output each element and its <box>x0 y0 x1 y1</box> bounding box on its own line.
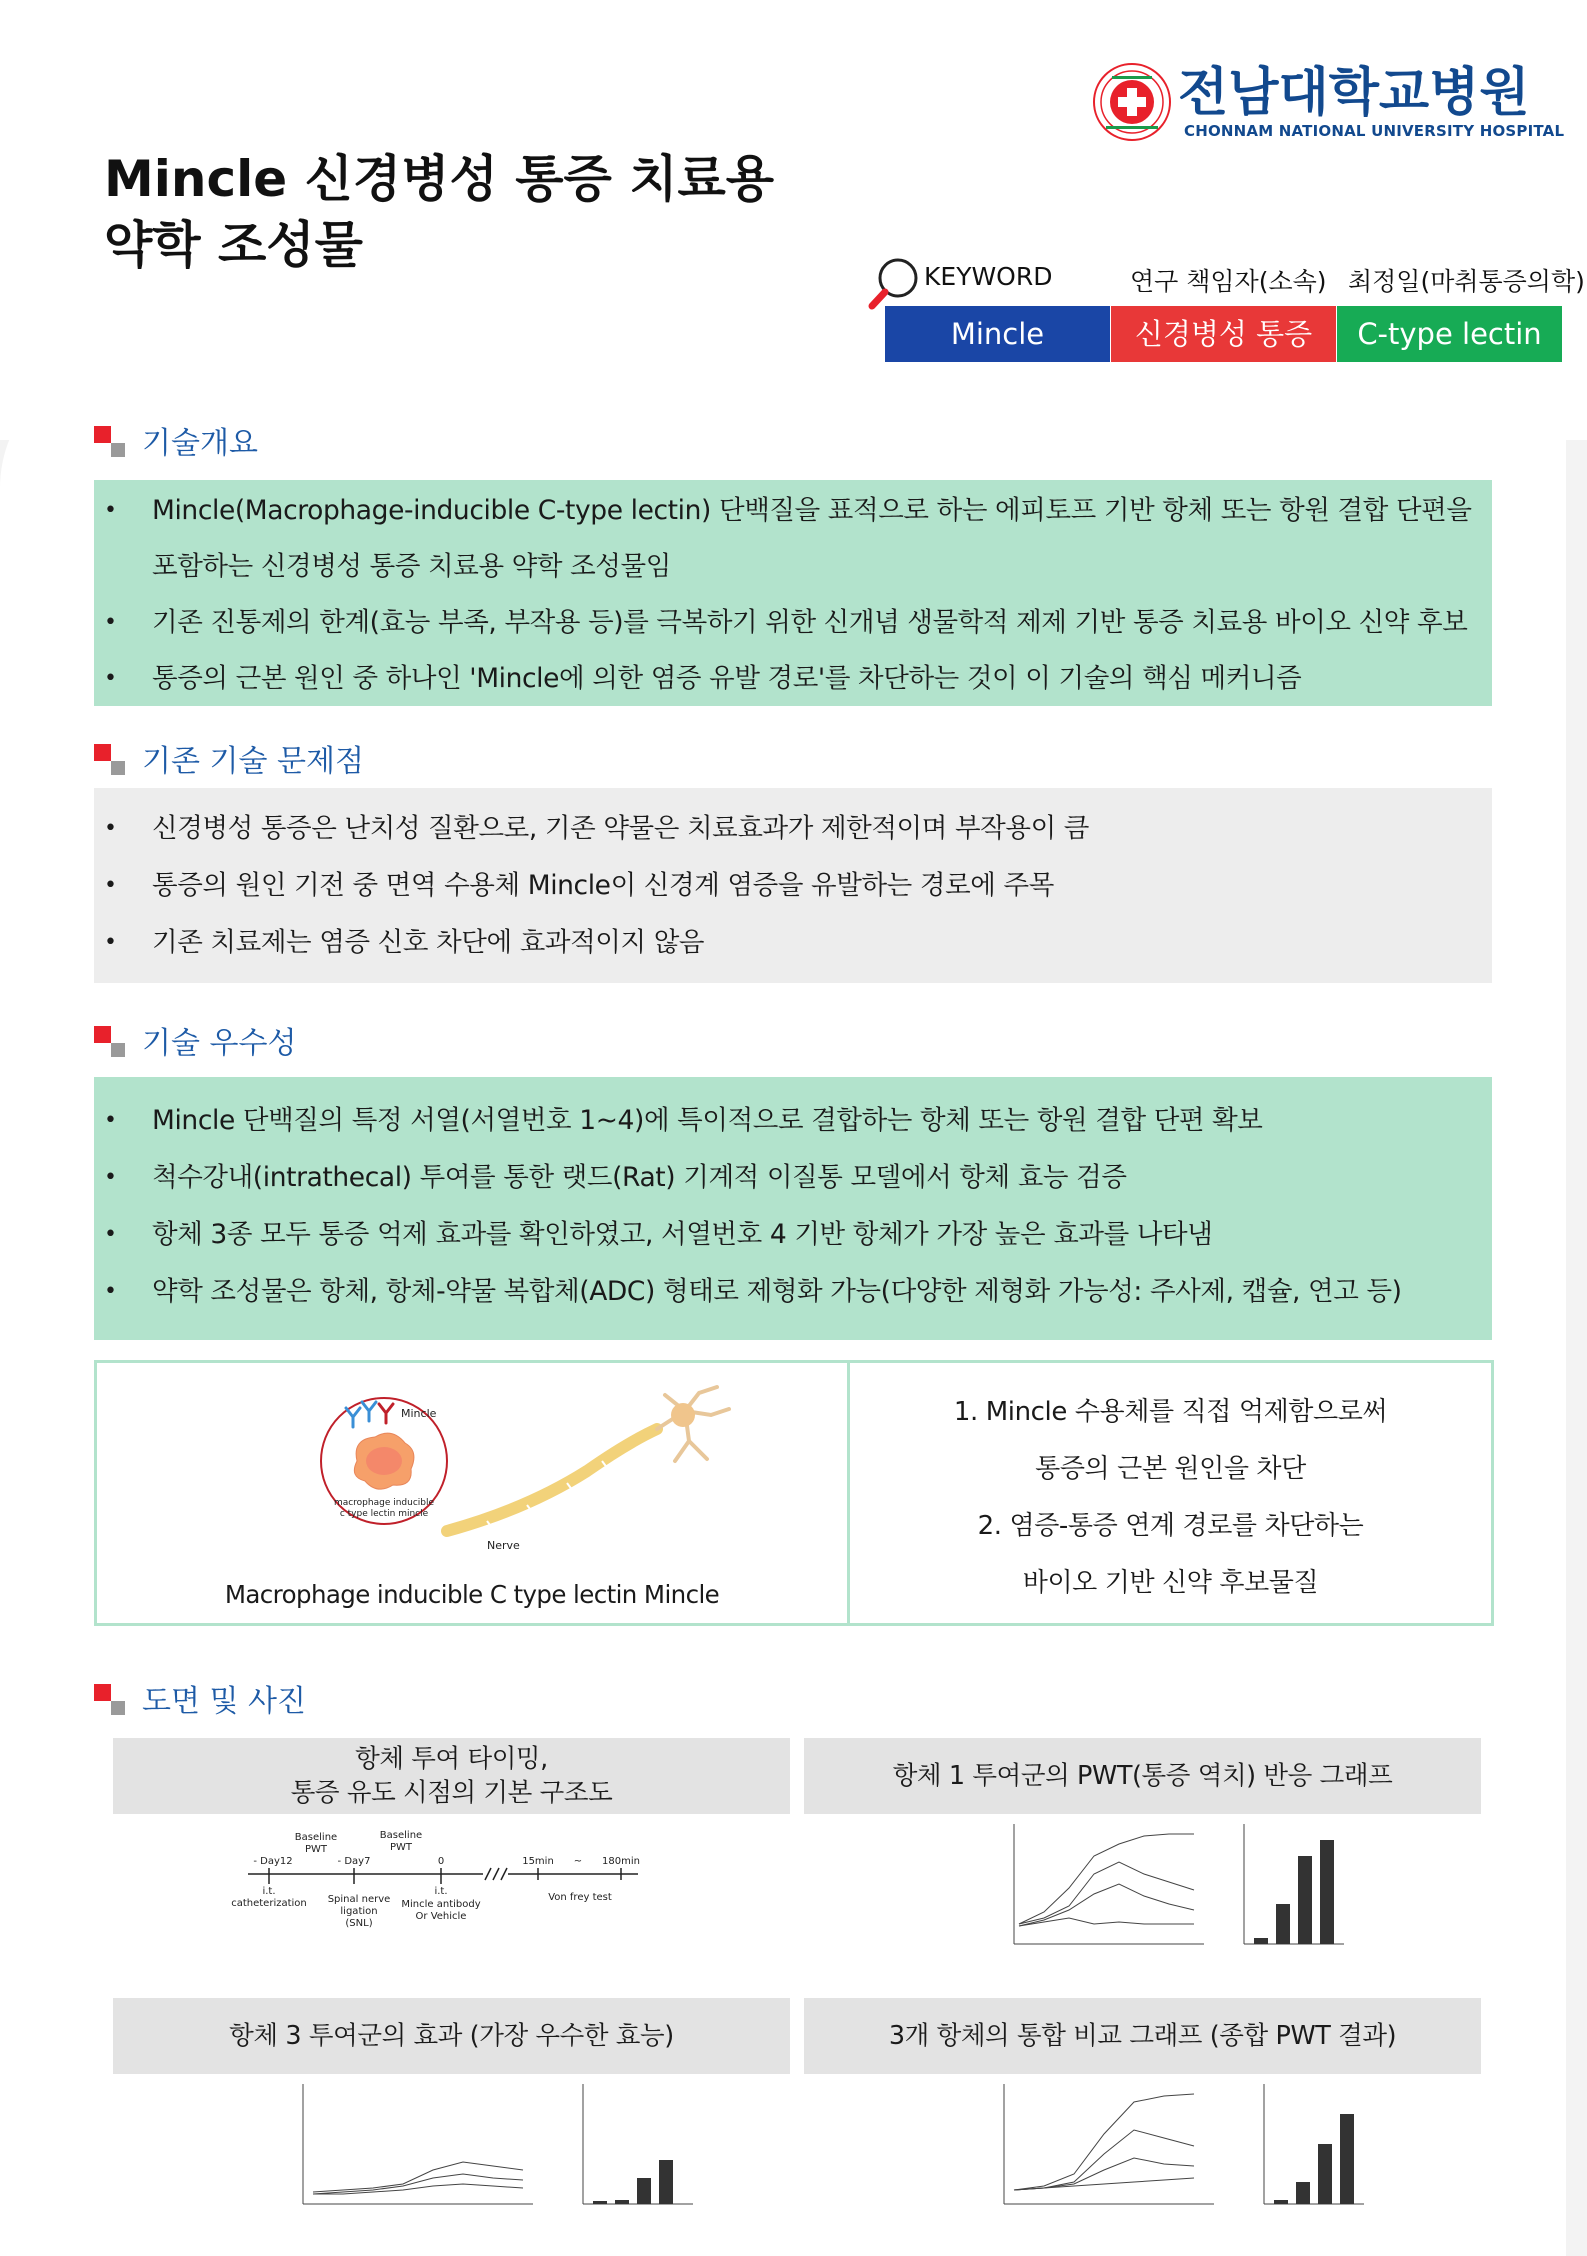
figure-header <box>113 1738 790 1814</box>
section-marker-icon <box>94 1684 111 1701</box>
figure-title: 3개 항체의 통합 비교 그래프 (종합 PWT 결과) <box>888 2021 1397 2051</box>
section-marker-icon <box>94 426 111 443</box>
nerve-label: Nerve <box>487 1539 520 1552</box>
affiliation-header: 최정일(마취통증의학) <box>1348 267 1585 296</box>
section-title: 기술 우수성 <box>142 1026 297 1061</box>
timeline-text: Baseline <box>379 1830 423 1841</box>
section-title: 기존 기술 문제점 <box>142 744 364 779</box>
section-marker-accent <box>111 761 125 775</box>
timeline-text: - Day12 <box>253 1856 293 1867</box>
keyword-header: KEYWORD <box>924 262 1053 291</box>
bullet-dot: • <box>104 816 117 841</box>
bullet-dot: • <box>104 930 117 955</box>
researcher-header: 연구 책임자(소속) <box>1130 267 1327 296</box>
section-marker-accent <box>111 1043 125 1057</box>
timeline-text: (SNL) <box>345 1918 373 1929</box>
mechanism-line: 통증의 근본 원인을 차단 <box>1035 1454 1306 1484</box>
timeline-text: ~ <box>573 1856 583 1867</box>
mechanism-line: 1. Mincle 수용체를 직접 억제함으로써 <box>953 1397 1388 1427</box>
experiment-timeline-diagram <box>113 1814 790 1974</box>
figure-header <box>804 1738 1481 1814</box>
timeline-text: ligation <box>340 1906 378 1917</box>
page-title <box>104 146 774 278</box>
timeline-text: 180min <box>602 1856 640 1867</box>
combined-pwt-graph <box>804 2074 1481 2234</box>
list-item-text: 기존 치료제는 염증 신호 차단에 효과적이지 않음 <box>152 927 705 958</box>
bullet-dot: • <box>104 1108 117 1133</box>
bullet-dot: • <box>104 498 117 523</box>
antibody1-pwt-graph <box>804 1814 1481 1974</box>
timeline-text: catheterization <box>231 1898 307 1909</box>
section-marker-accent <box>111 443 125 457</box>
macrophage-label: macrophage inducible <box>333 1498 435 1508</box>
hospital-name-en: CHONNAM NATIONAL UNIVERSITY HOSPITAL <box>1184 122 1565 140</box>
hospital-emblem-icon <box>1092 62 1172 142</box>
bullet-dot: • <box>104 1165 117 1190</box>
bullet-dot: • <box>104 873 117 898</box>
mechanism-caption: Macrophage inducible C type lectin Mincle <box>224 1580 720 1609</box>
mechanism-line: 바이오 기반 신약 후보물질 <box>1022 1568 1319 1598</box>
keyword-cell-mincle: Mincle <box>885 306 1110 362</box>
list-item-text: 신경병성 통증은 난치성 질환으로, 기존 약물은 치료효과가 제한적이며 부작용이 큼 <box>152 813 1090 844</box>
list-item-text: 약학 조성물은 항체, 항체-약물 복합체(ADC) 형태로 제형화 가능(다양한 제형화 가능성: 주사제, 캡슐, 연고 등) <box>152 1276 1402 1307</box>
section-title: 기술개요 <box>142 426 258 461</box>
list-item-text: 포함하는 신경병성 통증 치료용 약학 조성물임 <box>152 551 671 582</box>
list-item-text: 통증의 근본 원인 중 하나인 'Mincle에 의한 염증 유발 경로'를 차단하는 것이 이 기술의 핵심 메커니즘 <box>152 663 1302 694</box>
section-marker-icon <box>94 744 111 761</box>
timeline-text: PWT <box>389 1842 413 1853</box>
figure-panel-timeline <box>113 1738 790 1974</box>
figure-body <box>113 1814 790 1974</box>
problems-box <box>94 788 1492 983</box>
figure-panel-antibody3 <box>113 1998 790 2234</box>
mincle-label: Mincle <box>401 1407 437 1420</box>
list-item-text: Mincle(Macrophage-inducible C-type lectin) 단백질을 표적으로 하는 에피토프 기반 항체 또는 항원 결합 단편을 <box>152 495 1472 526</box>
hospital-name: 전남대학교병원 <box>1178 63 1530 123</box>
keyword-cell-c-type-lectin: C-type lectin <box>1337 306 1562 362</box>
advantages-box <box>94 1077 1492 1340</box>
figure-title: 항체 3 투여군의 효과 (가장 우수한 효능) <box>229 2021 674 2051</box>
section-marker-accent <box>111 1701 125 1715</box>
figure-body <box>113 2074 790 2234</box>
list-item-text: 항체 3종 모두 통증 억제 효과를 확인하였고, 서열번호 4 기반 항체가 가장 높은 효과를 나타냄 <box>152 1219 1213 1250</box>
bullet-dot: • <box>104 666 117 691</box>
hospital-logo <box>1092 60 1565 148</box>
figure-header <box>113 1998 790 2074</box>
figure-title: 항체 1 투여군의 PWT(통증 역치) 반응 그래프 <box>892 1761 1393 1791</box>
timeline-text: 15min <box>522 1856 554 1867</box>
bullet-dot: • <box>104 610 117 635</box>
timeline-text: Von frey test <box>548 1892 612 1903</box>
title-line-1: Mincle 신경병성 통증 치료용 <box>104 150 775 208</box>
timeline-text: - Day7 <box>337 1856 371 1867</box>
antibody3-pwt-graph <box>113 2074 790 2234</box>
timeline-text: PWT <box>304 1844 328 1855</box>
timeline-text: Spinal nerve <box>327 1894 391 1905</box>
figure-title: 항체 투여 타이밍, 통증 유도 시점의 기본 구조도 <box>290 1744 613 1808</box>
timeline-text: Baseline <box>294 1832 338 1843</box>
figure-header <box>804 1998 1481 2074</box>
section-title: 도면 및 사진 <box>142 1684 306 1719</box>
mechanism-summary <box>850 1363 1491 1623</box>
bullet-dot: • <box>104 1222 117 1247</box>
timeline-text: i.t. <box>434 1886 448 1897</box>
mechanism-box <box>94 1360 1494 1626</box>
figure-panel-antibody1 <box>804 1738 1481 1974</box>
list-item-text: 기존 진통제의 한계(효능 부족, 부작용 등)를 극복하기 위한 신개념 생물학적 제제 기반 통증 치료용 바이오 신약 후보 <box>152 607 1468 638</box>
list-item-text: 통증의 원인 기전 중 면역 수용체 Mincle이 신경계 염증을 유발하는 경로에 주목 <box>152 870 1054 901</box>
lectin-label: c type lectin mincle <box>339 1509 429 1519</box>
timeline-text: i.t. <box>262 1886 276 1897</box>
timeline-text: Or Vehicle <box>415 1911 467 1922</box>
overview-box <box>94 480 1492 706</box>
title-line-2: 약학 조성물 <box>104 216 363 274</box>
timeline-text: Mincle antibody <box>401 1899 481 1910</box>
figure-panel-combined <box>804 1998 1481 2234</box>
list-item-text: Mincle 단백질의 특정 서열(서열번호 1~4)에 특이적으로 결합하는 항체 또는 항원 결합 단편 확보 <box>152 1105 1263 1136</box>
figure-body <box>804 1814 1481 1974</box>
keyword-cell-neuropathic-pain: 신경병성 통증 <box>1111 306 1336 362</box>
timeline-text: 0 <box>437 1856 445 1867</box>
section-marker-icon <box>94 1026 111 1043</box>
mincle-mechanism-illustration <box>297 1381 767 1571</box>
list-item-text: 척수강내(intrathecal) 투여를 통한 랫드(Rat) 기계적 이질통 모델에서 항체 효능 검증 <box>152 1162 1127 1193</box>
figure-body <box>804 2074 1481 2234</box>
mechanism-line: 2. 염증-통증 연계 경로를 차단하는 <box>977 1511 1364 1541</box>
bullet-dot: • <box>104 1279 117 1304</box>
